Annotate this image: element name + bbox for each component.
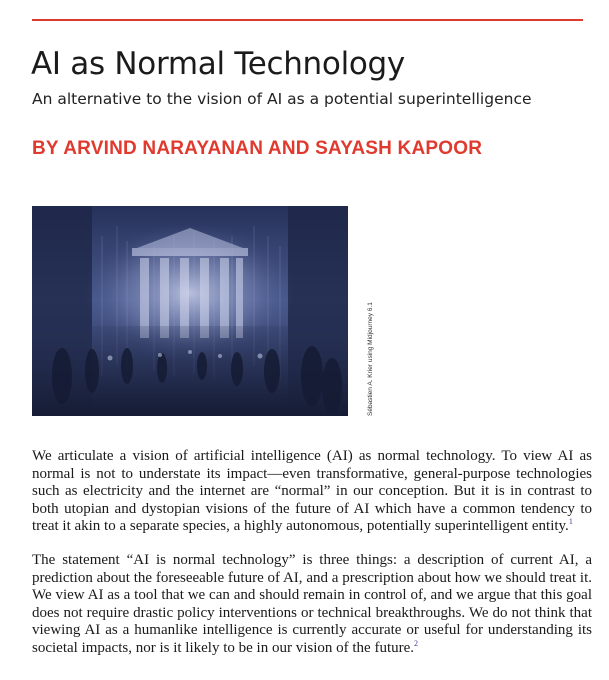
footnote-link-2[interactable]: 2 — [414, 638, 419, 648]
article-subtitle: An alternative to the vision of AI as a potential superintelligence — [32, 90, 532, 108]
body-paragraph-1 — [32, 448, 592, 536]
image-credit: Sébastien A. Krier using Midjourney 6.1 — [367, 302, 374, 416]
top-rule — [32, 19, 583, 21]
article-image — [32, 206, 348, 416]
article-byline: BY ARVIND NARAYANAN AND SAYASH KAPOOR — [32, 138, 483, 159]
paragraph-1-text: We articulate a vision of artificial intelligence (AI) as normal technology. To view AI as normal is not to understate its impact—even transformative, general-purpose technologies such as electricity and the internet are “normal” in our conception. But it is in contrast to both utopian and dystopian visions of the future of AI which have a common tendency to treat it akin to a separate species, a highly autonomous, potentially superintelligent entity. — [32, 448, 592, 534]
hall-illustration — [32, 206, 348, 416]
paragraph-2-text: The statement “AI is normal technology” is three things: a description of current AI, a prediction about the foreseeable future of AI, and a prescription about how we should treat it. We view AI as a tool that we can and should remain in control of, and we argue that this goal does not require drastic policy interventions or technical breakthroughs. We do not think that viewing AI as a humanlike intelligence is currently accurate or useful for understanding its societal impacts, nor is it likely to be in our vision of the future. — [32, 552, 592, 656]
footnote-link-1[interactable]: 1 — [568, 517, 573, 526]
article-title: AI as Normal Technology — [31, 46, 405, 82]
body-paragraph-2 — [32, 552, 592, 657]
